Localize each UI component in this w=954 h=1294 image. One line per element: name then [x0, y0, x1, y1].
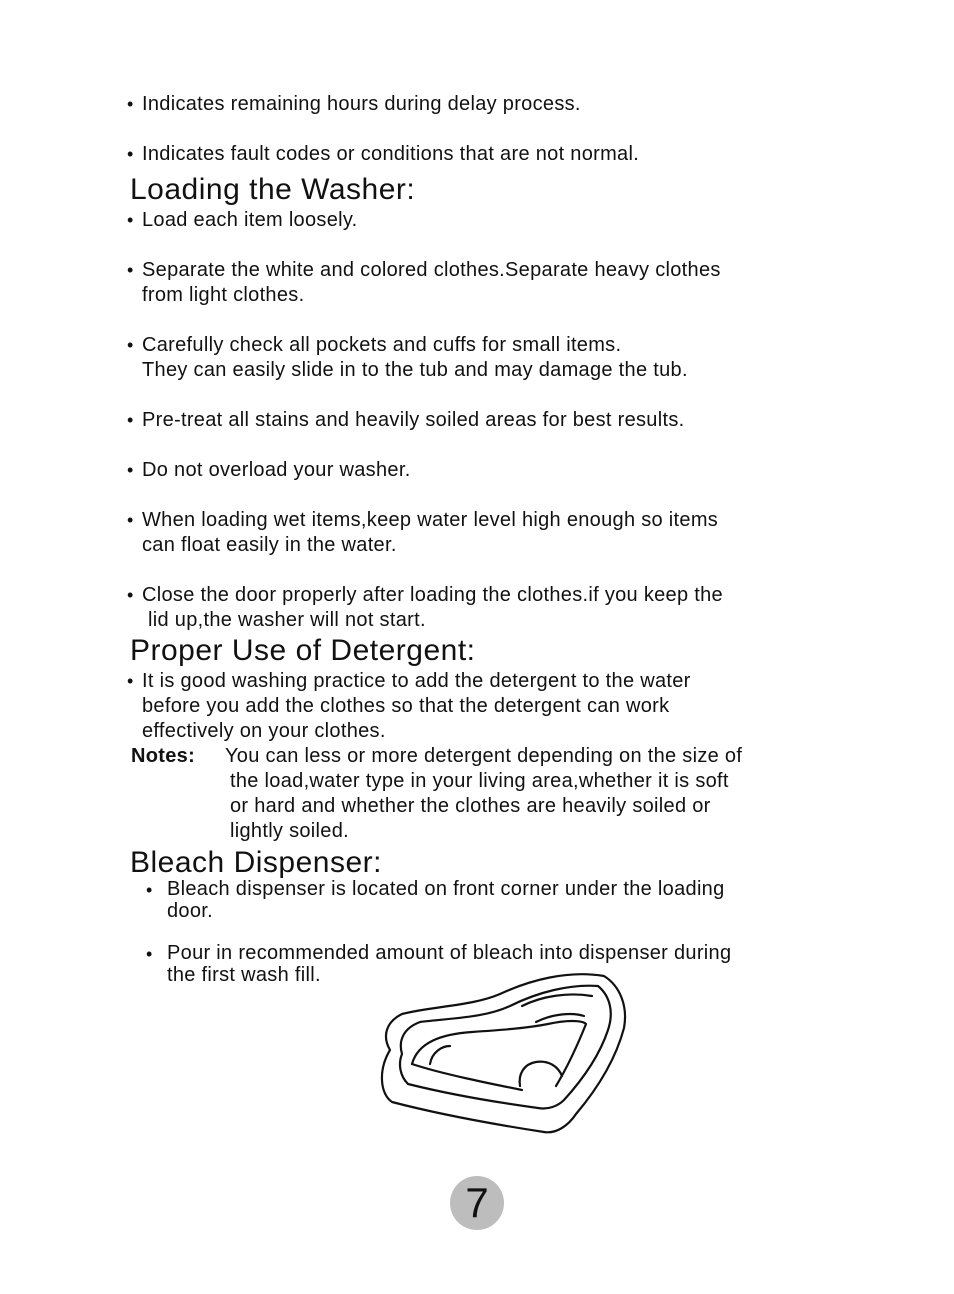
loading-item: When loading wet items,keep water level high enough so items: [142, 509, 719, 531]
bullet-dot: •: [127, 94, 134, 114]
bleach-dispenser-drawing-icon: [372, 966, 634, 1138]
detergent-item-continued: effectively on your clothes.: [142, 720, 386, 742]
bullet-dot: •: [127, 585, 134, 605]
intro-item: Indicates remaining hours during delay process.: [142, 93, 581, 115]
intro-item: Indicates fault codes or conditions that are not normal.: [142, 143, 640, 165]
loading-heading: Loading the Washer:: [130, 173, 416, 206]
bullet-dot: •: [127, 410, 134, 430]
loading-item-continued: can float easily in the water.: [142, 534, 397, 556]
bullet-dot: •: [127, 460, 134, 480]
bleach-item: Pour in recommended amount of bleach into dispenser during: [167, 942, 732, 964]
bullet-dot: •: [127, 210, 134, 230]
loading-item: Pre-treat all stains and heavily soiled areas for best results.: [142, 409, 685, 431]
loading-item-continued: lid up,the washer will not start.: [148, 609, 426, 631]
loading-item-continued: from light clothes.: [142, 284, 305, 306]
notes-label: Notes:: [131, 745, 196, 767]
bullet-dot: •: [127, 335, 134, 355]
bleach-heading: Bleach Dispenser:: [130, 846, 382, 879]
notes-text: the load,water type in your living area,whether it is soft: [230, 770, 729, 792]
detergent-item: It is good washing practice to add the detergent to the water: [142, 670, 691, 692]
bullet-dot: •: [127, 510, 134, 530]
loading-item: Do not overload your washer.: [142, 459, 411, 481]
notes-text: or hard and whether the clothes are heavily soiled or: [230, 795, 711, 817]
detergent-item-continued: before you add the clothes so that the detergent can work: [142, 695, 670, 717]
detergent-heading: Proper Use of Detergent:: [130, 634, 476, 667]
bleach-item: Bleach dispenser is located on front corner under the loading: [167, 878, 725, 900]
loading-item: Carefully check all pockets and cuffs for small items.: [142, 334, 622, 356]
loading-item: Load each item loosely.: [142, 209, 358, 231]
page-number: 7: [450, 1176, 504, 1230]
bullet-dot: •: [127, 144, 134, 164]
loading-item: Close the door properly after loading the clothes.if you keep the: [142, 584, 723, 606]
bullet-dot: •: [146, 880, 153, 900]
notes-text: You can less or more detergent depending on the size of: [225, 745, 743, 767]
bullet-dot: •: [127, 260, 134, 280]
bleach-item-continued: the first wash fill.: [167, 964, 321, 986]
bullet-dot: •: [146, 944, 153, 964]
bleach-item-continued: door.: [167, 900, 213, 922]
loading-item-continued: They can easily slide in to the tub and may damage the tub.: [142, 359, 688, 381]
loading-item: Separate the white and colored clothes.Separate heavy clothes: [142, 259, 721, 281]
bullet-dot: •: [127, 671, 134, 691]
notes-text: lightly soiled.: [230, 820, 350, 842]
